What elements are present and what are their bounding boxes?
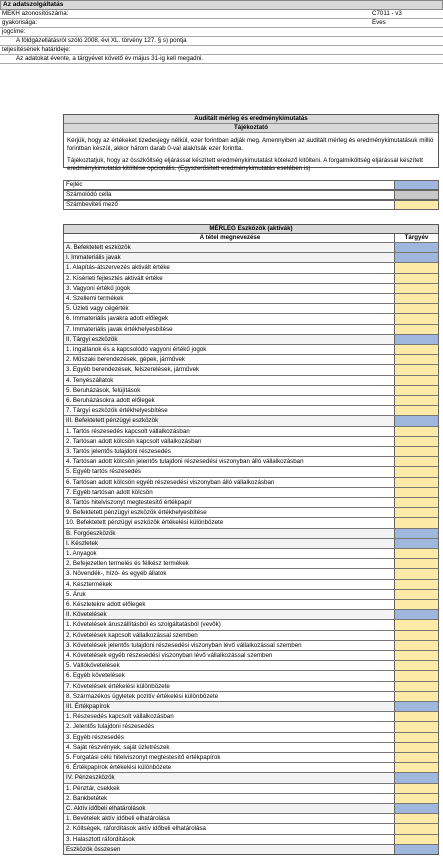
table-row-label: 3. Követelések jelentős tulajdoni részesedési viszonyban lévő vállalkozással szemben <box>66 641 302 649</box>
table-row <box>63 263 439 273</box>
value-input-cell[interactable] <box>394 763 438 772</box>
value-header-cell <box>394 702 438 711</box>
value-input-cell[interactable] <box>394 580 438 589</box>
table-header <box>63 234 439 243</box>
value-input-cell[interactable] <box>394 386 438 395</box>
table-row <box>63 539 439 549</box>
table-row-label: 2. Tartósan adott kölcsön kapcsolt vállalkozásban <box>66 437 202 445</box>
value-header-cell <box>394 335 438 344</box>
table-row <box>63 488 439 498</box>
info-paragraph-1: Kérjük, hogy az értékeket tizedesjegy nélkül, ezer forintban adják meg. Amennyiben az auditált mérleg és eredménykimutatásuk millió forintban készül, akkor három darab 0-val alakítsák ezer forintta. <box>67 137 434 152</box>
table-row-label: 3. Tartós jelentős tulajdoni részesedés <box>66 448 171 455</box>
value-header-cell <box>394 773 438 782</box>
table-row-label: 2. Műszaki berendezések, gépek, járművek <box>66 356 185 364</box>
header-row-value: Éves <box>372 19 386 26</box>
table-row-label: 2. Költségek, ráfordítások aktív időbeli elhatárolása <box>66 825 206 833</box>
value-input-cell[interactable] <box>394 743 438 752</box>
value-input-cell[interactable] <box>394 274 438 283</box>
value-input-cell[interactable] <box>394 457 438 466</box>
table-row <box>63 682 439 692</box>
table-row <box>63 447 439 457</box>
table-row <box>63 722 439 732</box>
value-input-cell[interactable] <box>394 355 438 364</box>
table-row <box>63 498 439 508</box>
table-row-label: 5. Forgatási célú hitelviszonyt megtestesítő értékpapírok <box>66 754 221 761</box>
value-input-cell[interactable] <box>394 559 438 568</box>
value-input-cell[interactable] <box>394 325 438 334</box>
table-row-label: 7. Tárgyi eszközök értékhelyesbítése <box>66 407 168 415</box>
table-row-label: 4. Szellemi termékek <box>66 295 124 302</box>
table-row <box>63 620 439 630</box>
table-row-label: 1. Bevételek aktív időbeli elhatárolása <box>66 815 170 823</box>
value-input-cell[interactable] <box>394 651 438 660</box>
table-row-label: Eszközök összesen <box>66 845 121 853</box>
value-input-cell[interactable] <box>394 294 438 303</box>
table-row <box>63 396 439 406</box>
table-row <box>63 467 439 477</box>
table-row-label: 1. Részesedés kapcsolt vállalkozásban <box>66 713 174 721</box>
value-header-cell <box>394 539 438 548</box>
table-row-label: 6. Tartósan adott kölcsön egyéb részesedési viszonyban álló vállalkozásban <box>66 478 275 486</box>
table-row <box>63 304 439 314</box>
table-row <box>63 794 439 804</box>
value-input-cell[interactable] <box>394 712 438 721</box>
table-row <box>63 559 439 569</box>
value-header-cell <box>394 610 438 619</box>
header-row-label: Az adatokat évente, a tárgyévet követő év május 31-ig kell megadni. <box>16 55 204 62</box>
table-row-label: 6. Egyéb követelések <box>66 672 125 680</box>
table-row <box>63 590 439 600</box>
table-row <box>63 284 439 294</box>
col-name-header: A tétel megnevezése <box>199 234 261 241</box>
table-row <box>63 814 439 824</box>
table-row-label: 1. Alapítás-átszervezés aktivált értéke <box>66 264 170 272</box>
value-input-cell[interactable] <box>394 661 438 670</box>
value-input-cell[interactable] <box>394 427 438 436</box>
header-row-label: MEKH azonosítószáma: <box>2 10 69 17</box>
table-row-label: 8. Származékos ügyletek pozitív értékelési különbözete <box>66 692 219 700</box>
table-row <box>63 733 439 743</box>
table-row-label: 1. Pénztár, csekkek <box>66 784 120 792</box>
table-row <box>63 416 439 426</box>
value-input-cell[interactable] <box>394 682 438 691</box>
value-input-cell[interactable] <box>394 641 438 650</box>
table-row-label: 9. Befektetett pénzügyi eszközök értékhelyesbítése <box>66 509 207 517</box>
table-row <box>63 376 439 386</box>
table-row-label: 5. Beruházások, felújítások <box>66 386 141 394</box>
legend-label: Fejléc <box>66 181 83 188</box>
table-row-label: 4. Tenyészállatok <box>66 376 114 384</box>
table-row-label: III. Befektetett pénzügyi eszközök <box>66 417 159 425</box>
table-title: MÉRLEG Eszközök (aktívák) <box>63 224 439 234</box>
table-row-label: III. Értékpapírok <box>66 703 110 710</box>
table-row <box>63 274 439 284</box>
table-row <box>63 406 439 416</box>
table-row <box>63 610 439 620</box>
table-row <box>63 753 439 763</box>
table-row <box>63 386 439 396</box>
table-row <box>63 437 439 447</box>
table-row <box>63 365 439 375</box>
table-row <box>63 845 439 855</box>
info-paragraph-2: Tájékoztatjuk, hogy az összköltség eljárással készített eredménykimutatást kötelező kitölteni. A forgalmiköltség eljárással készített eredménykimutatás kitöltése opcionális. (Egyszerűsített eredménykimutatás esetében is) <box>67 157 423 172</box>
header-row <box>0 55 443 64</box>
table-row-label: 4. Saját részvények, saját üzletrészek <box>66 743 170 751</box>
value-input-cell[interactable] <box>394 631 438 640</box>
table-row-label: 7. Egyéb tartósan adott kölcsön <box>66 488 153 496</box>
table-row-label: 3. Egyéb részesedés <box>66 733 124 741</box>
table-row <box>63 457 439 467</box>
col-value-header: Tárgyév <box>394 234 438 242</box>
table-row <box>63 549 439 559</box>
table-row <box>63 314 439 324</box>
value-input-cell[interactable] <box>394 345 438 354</box>
value-input-cell[interactable] <box>394 518 438 527</box>
table-row-label: 2. Jelentős tulajdoni részesedés <box>66 723 155 731</box>
legend-label: Számolódó cella <box>66 191 112 198</box>
table-row-label: 3. Növendék-, hízó- és egyéb állatok <box>66 570 167 578</box>
table-row <box>63 631 439 641</box>
table-row <box>63 427 439 437</box>
legend-swatch <box>394 181 438 189</box>
value-input-cell[interactable] <box>394 620 438 629</box>
table-row-label: C. Aktív időbeli elhatárolások <box>66 805 146 812</box>
value-input-cell[interactable] <box>394 376 438 385</box>
table-row-label: II. Követelések <box>66 611 107 619</box>
header-row-label: teljesítésének határideje: <box>2 46 71 53</box>
value-input-cell[interactable] <box>394 365 438 374</box>
value-header-cell <box>394 253 438 262</box>
header-row <box>0 10 443 19</box>
info-subtitle: Tájékoztató <box>64 124 438 133</box>
table-row-label: 6. Immateriális javakra adott előlegek <box>66 315 169 323</box>
legend-label: Számbeviteli mező <box>66 201 118 208</box>
table-row-label: 6. Beruházásokra adott előlegek <box>66 397 155 404</box>
table-row <box>63 508 439 518</box>
table-row-label: 3. Halasztott ráfordítások <box>66 835 135 843</box>
value-header-cell <box>394 243 438 252</box>
table-row-label: IV. Pénzeszközök <box>66 774 115 782</box>
header-row-value: C7011 - v3 <box>372 10 402 17</box>
value-input-cell[interactable] <box>394 569 438 578</box>
table-row-label: 7. Követelések értékelési különbözete <box>66 682 170 690</box>
value-input-cell[interactable] <box>394 284 438 293</box>
table-row <box>63 243 439 253</box>
header-row <box>0 37 443 46</box>
table-row-label: 2. Követelések kapcsolt vállalkozással szemben <box>66 631 198 639</box>
header-row <box>0 19 443 28</box>
value-header-cell <box>394 804 438 813</box>
table-row-label: 10. Befektetett pénzügyi eszközök értékelési különbözete <box>66 519 224 527</box>
table-row <box>63 702 439 712</box>
table-row <box>63 335 439 345</box>
table-row <box>63 784 439 794</box>
table-row-label: 5. Üzleti vagy cégérték <box>66 305 129 313</box>
table-row-label: 5. Egyéb tartós részesedés <box>66 468 141 476</box>
table-row <box>63 712 439 722</box>
table-row <box>63 600 439 610</box>
table-row-label: B. Forgóeszközök <box>66 529 116 537</box>
value-input-cell[interactable] <box>394 447 438 456</box>
value-input-cell[interactable] <box>394 794 438 803</box>
legend-item <box>63 190 439 200</box>
value-input-cell[interactable] <box>394 396 438 405</box>
table-row <box>63 518 439 528</box>
table-row <box>63 651 439 661</box>
section-title: Az adatszolgáltatás <box>0 0 443 10</box>
table-row-label: 5. Áruk <box>66 590 86 598</box>
table-row <box>63 671 439 681</box>
table-row-label: 1. Követelések áruszállításból és szolgáltatásból (vevők) <box>66 621 221 629</box>
table-row-label: 8. Tartós hitelviszonyt megtestesítő értékpapír <box>66 499 192 506</box>
table-row-label: 6. Értékpapírok értékelési különbözete <box>66 764 172 772</box>
table-row <box>63 529 439 539</box>
value-input-cell[interactable] <box>394 314 438 323</box>
table-row <box>63 743 439 753</box>
value-input-cell[interactable] <box>394 824 438 833</box>
table-row-label: 2. Befejezetlen termelés és félkész termékek <box>66 560 189 568</box>
value-input-cell[interactable] <box>394 733 438 742</box>
value-header-cell <box>394 529 438 538</box>
value-header-cell <box>394 416 438 425</box>
table-row <box>63 355 439 365</box>
value-input-cell[interactable] <box>394 753 438 762</box>
info-box <box>63 114 439 172</box>
table-row <box>63 835 439 845</box>
value-header-cell <box>394 845 438 854</box>
table-row <box>63 804 439 814</box>
table-row-label: 4. Tartósan adott kölcsön jelentős tulajdoni részesedési viszonyban álló vállalkozásban <box>66 458 304 466</box>
table-row <box>63 763 439 773</box>
value-input-cell[interactable] <box>394 498 438 507</box>
header-row <box>0 46 443 55</box>
legend-swatch <box>394 191 438 199</box>
table-row <box>63 478 439 488</box>
value-input-cell[interactable] <box>394 488 438 497</box>
value-input-cell[interactable] <box>394 406 438 415</box>
table-row-label: 6. Készletekre adott előlegek <box>66 601 146 608</box>
table-row <box>63 641 439 651</box>
table-row-label: 4. Követelések egyéb részesedési viszonyban lévő vállalkozással szemben <box>66 652 273 659</box>
value-input-cell[interactable] <box>394 600 438 609</box>
value-input-cell[interactable] <box>394 263 438 272</box>
value-input-cell[interactable] <box>394 835 438 844</box>
value-input-cell[interactable] <box>394 437 438 446</box>
table-row-label: 2. Bankbetétek <box>66 794 108 802</box>
table-row <box>63 824 439 834</box>
value-input-cell[interactable] <box>394 692 438 701</box>
header-row-label: jogcíme: <box>2 28 26 35</box>
value-input-cell[interactable] <box>394 304 438 313</box>
legend-swatch <box>394 201 438 209</box>
legend-item <box>63 180 439 190</box>
table-row-label: I. Készletek <box>66 539 98 547</box>
table-row-label: 1. Ingatlanok és a kapcsolódó vagyoni értékű jogok <box>66 346 207 353</box>
table-row <box>63 692 439 702</box>
value-input-cell[interactable] <box>394 467 438 476</box>
table-row <box>63 569 439 579</box>
value-input-cell[interactable] <box>394 549 438 558</box>
table-row <box>63 661 439 671</box>
table-row <box>63 325 439 335</box>
value-input-cell[interactable] <box>394 671 438 680</box>
info-title: Auditált mérleg és eredménykimutatás <box>64 115 438 124</box>
value-input-cell[interactable] <box>394 508 438 517</box>
header-row <box>0 28 443 37</box>
table-row-label: 1. Tartós részesedés kapcsolt vállalkozásban <box>66 427 190 435</box>
value-input-cell[interactable] <box>394 590 438 599</box>
table-row <box>63 253 439 263</box>
table-row <box>63 580 439 590</box>
table-row <box>63 345 439 355</box>
value-input-cell[interactable] <box>394 814 438 823</box>
table-row <box>63 773 439 783</box>
table-row <box>63 294 439 304</box>
table-row-label: 4. Késztermékek <box>66 580 113 588</box>
table-row-label: 5. Váltókövetelések <box>66 662 120 670</box>
table-row-label: II. Tárgyi eszközök <box>66 335 118 343</box>
value-input-cell[interactable] <box>394 722 438 731</box>
table-row-label: 3. Vagyoni értékű jogok <box>66 284 131 292</box>
table-row-label: A. Befektetett eszközök <box>66 244 131 251</box>
value-input-cell[interactable] <box>394 784 438 793</box>
value-input-cell[interactable] <box>394 478 438 487</box>
table-row-label: I. Immateriális javak <box>66 254 121 262</box>
table-row-label: 7. Immateriális javak értékhelyesbítése <box>66 325 173 333</box>
header-row-label: gyakorisága: <box>2 19 38 26</box>
header-row-label: A földgázellátásról szóló 2008. évi XL. törvény 127. § s) pontja <box>16 37 187 44</box>
table-row-label: 2. Kísérleti fejlesztés aktivált értéke <box>66 274 163 282</box>
legend-item <box>63 200 439 210</box>
table-row-label: 3. Egyéb berendezések, felszerelések, járművek <box>66 366 200 374</box>
table-row-label: 1. Anyagok <box>66 550 97 557</box>
